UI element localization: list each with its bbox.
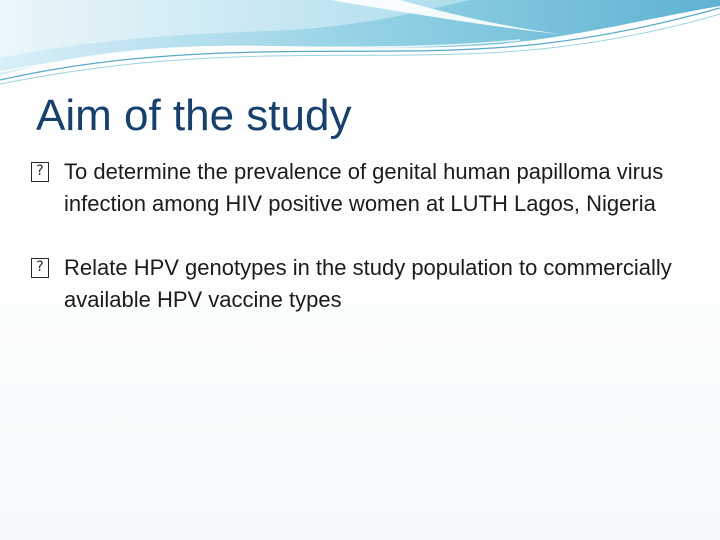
bullet-item: [30, 156, 690, 220]
bullet-item: [30, 252, 690, 316]
bullet-text: To determine the prevalence of genital human papilloma virus infection among HIV positive women at LUTH Lagos, Nigeria: [64, 159, 664, 216]
bullet-marker-icon: ?: [31, 162, 49, 182]
bullet-list: [30, 156, 690, 348]
bullet-text: Relate HPV genotypes in the study population to commercially available HPV vaccine types: [64, 255, 672, 312]
slide-title: Aim of the study: [36, 91, 352, 140]
header-wave-decoration: [0, 0, 720, 90]
bullet-marker-icon: ?: [31, 258, 49, 278]
